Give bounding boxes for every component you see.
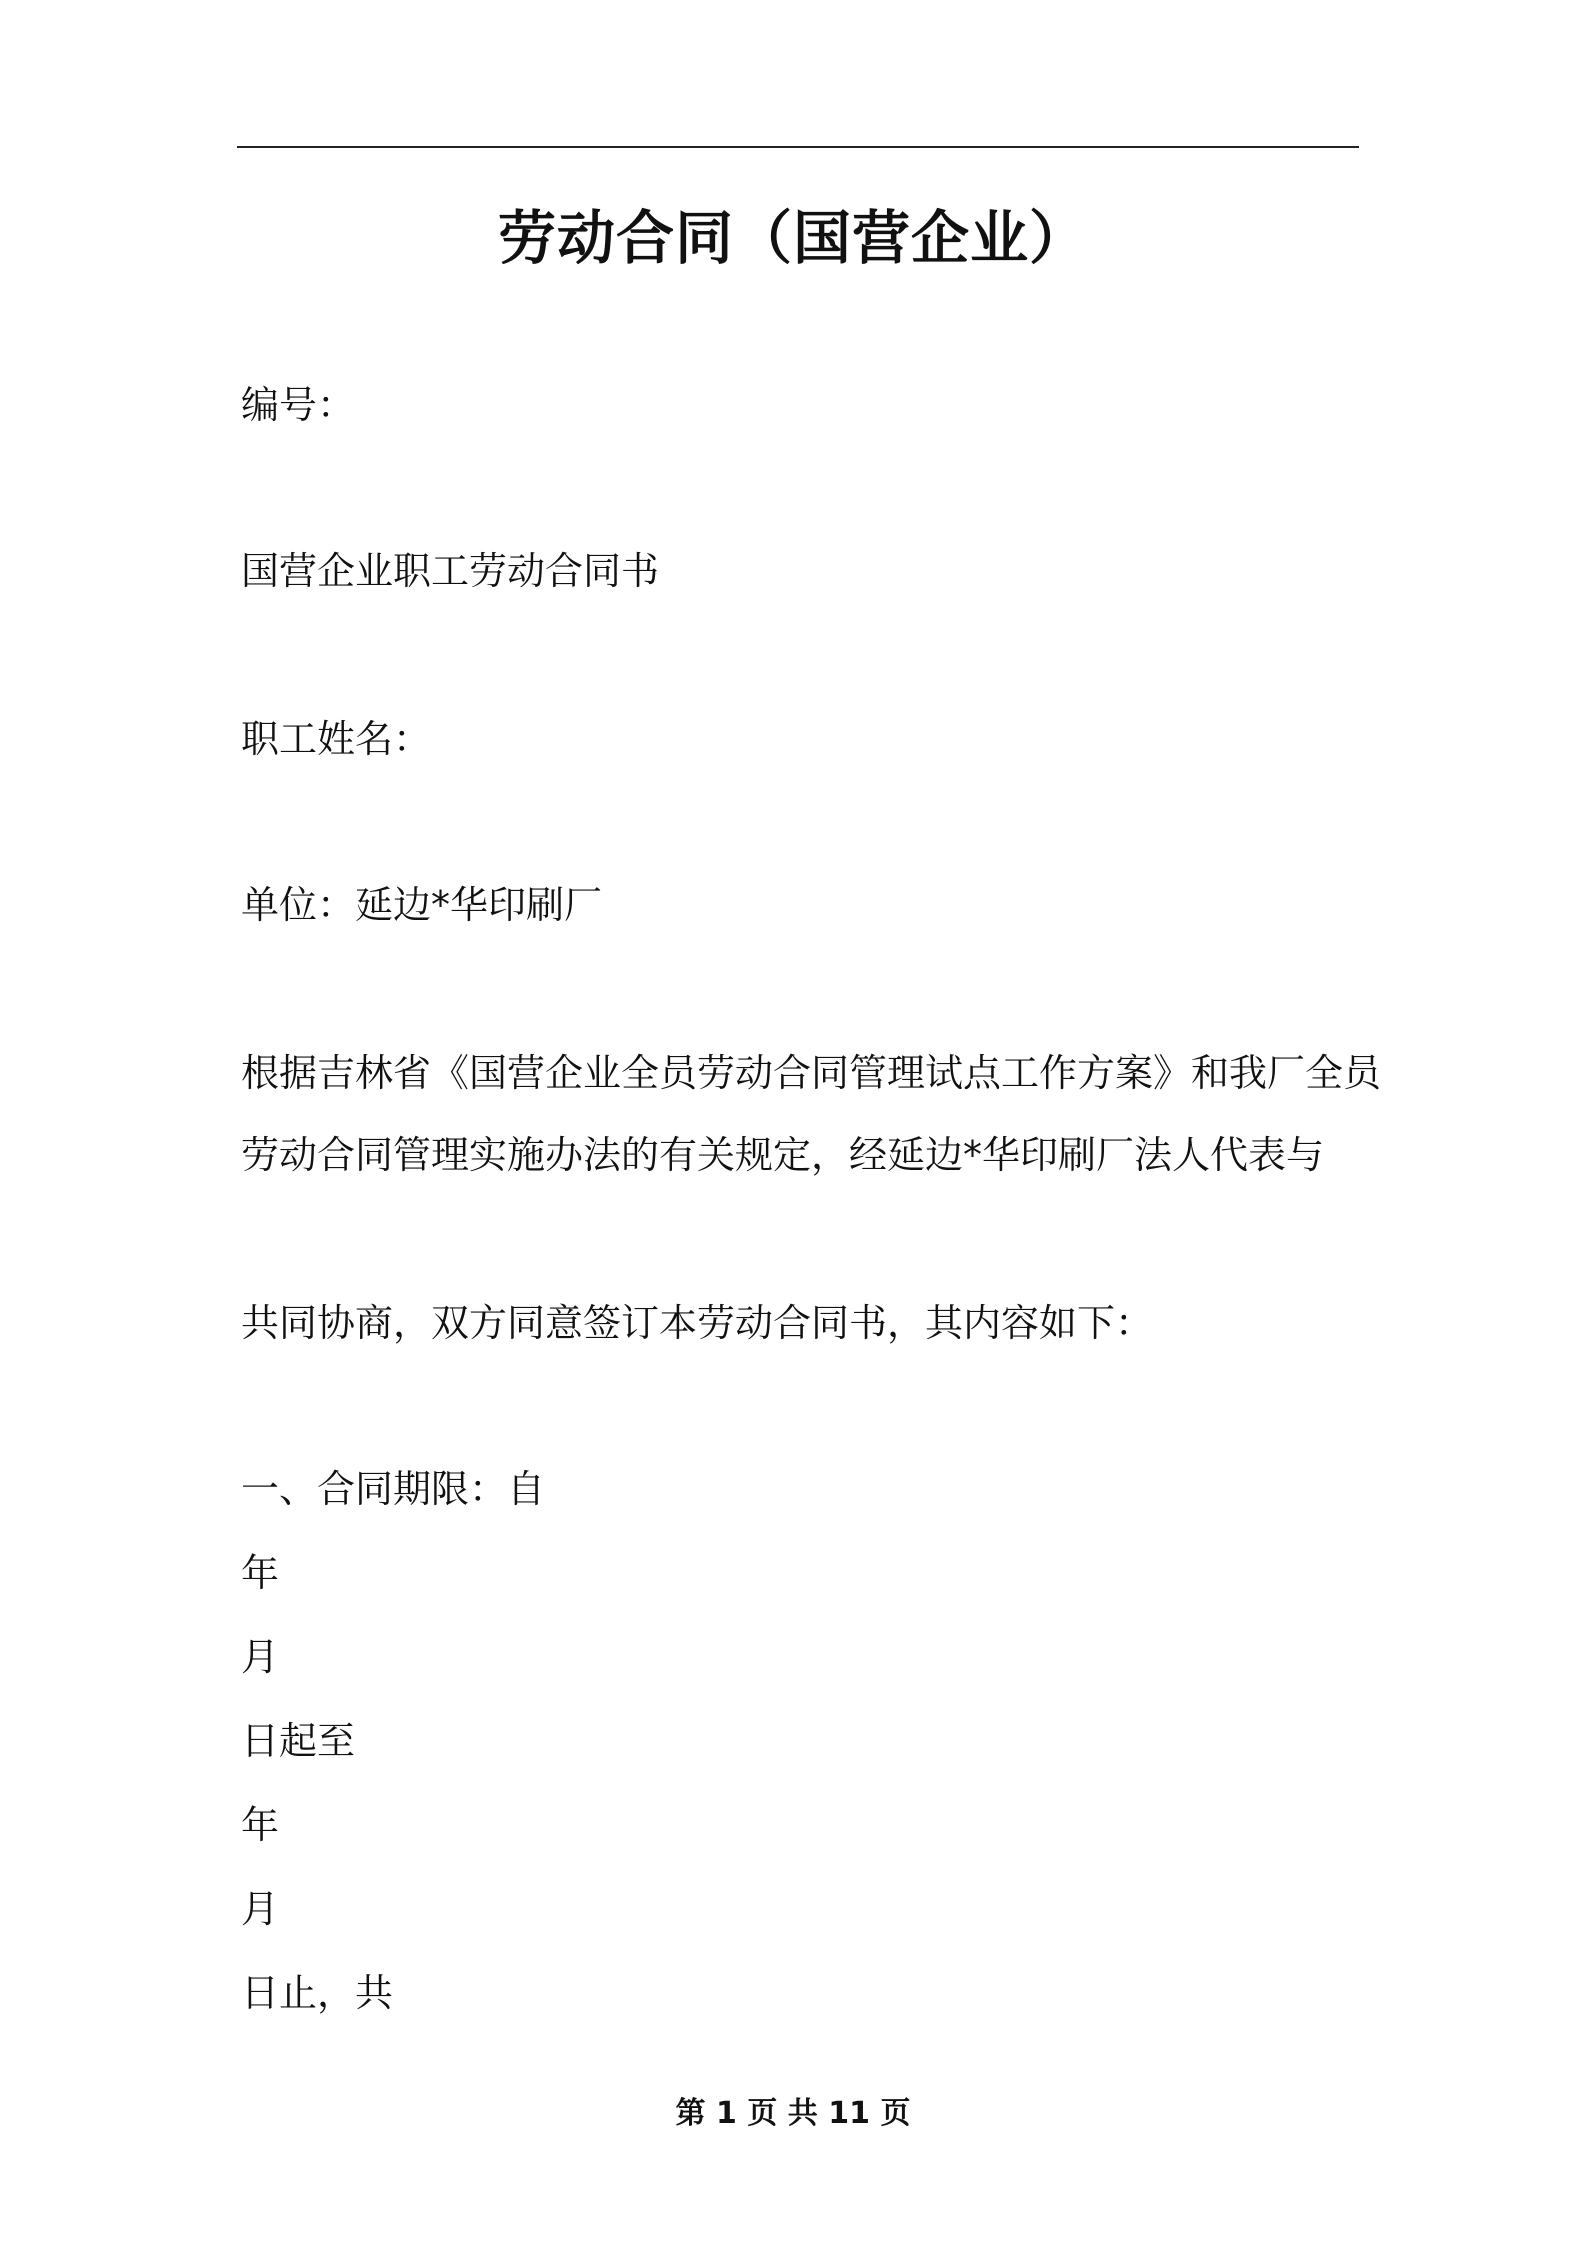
employer-unit-line: 单位：延边*华印刷厂	[241, 883, 603, 927]
contract-number-label: 编号：	[241, 383, 356, 427]
footer-page-mid: 页 共	[747, 2096, 818, 2131]
footer-page-suffix: 页	[880, 2096, 911, 2131]
preamble-line-3: 共同协商，双方同意签订本劳动合同书，其内容如下：	[241, 1301, 1154, 1345]
term-end-month: 月	[241, 1887, 280, 1931]
contract-book-title: 国营企业职工劳动合同书	[241, 549, 660, 593]
preamble-line-1: 根据吉林省《国营企业全员劳动合同管理试点工作方案》和我厂全员	[241, 1051, 1382, 1095]
term-clause-heading: 一、合同期限：自	[241, 1467, 546, 1511]
footer-total-pages: 11	[828, 2096, 870, 2131]
term-start-day: 日起至	[241, 1719, 356, 1763]
term-end-year: 年	[241, 1803, 280, 1847]
page-footer	[0, 2094, 1586, 2134]
preamble-line-2: 劳动合同管理实施办法的有关规定，经延边*华印刷厂法人代表与	[241, 1133, 1325, 1177]
header-rule	[237, 146, 1359, 148]
employee-name-label: 职工姓名：	[241, 717, 432, 761]
footer-page-prefix: 第	[675, 2096, 706, 2131]
footer-page-number: 1	[716, 2096, 737, 2131]
term-end-day: 日止，共	[241, 1971, 394, 2015]
document-title: 劳动合同（国营企业）	[497, 204, 1088, 272]
term-start-year: 年	[241, 1551, 280, 1595]
term-start-month: 月	[241, 1635, 280, 1679]
